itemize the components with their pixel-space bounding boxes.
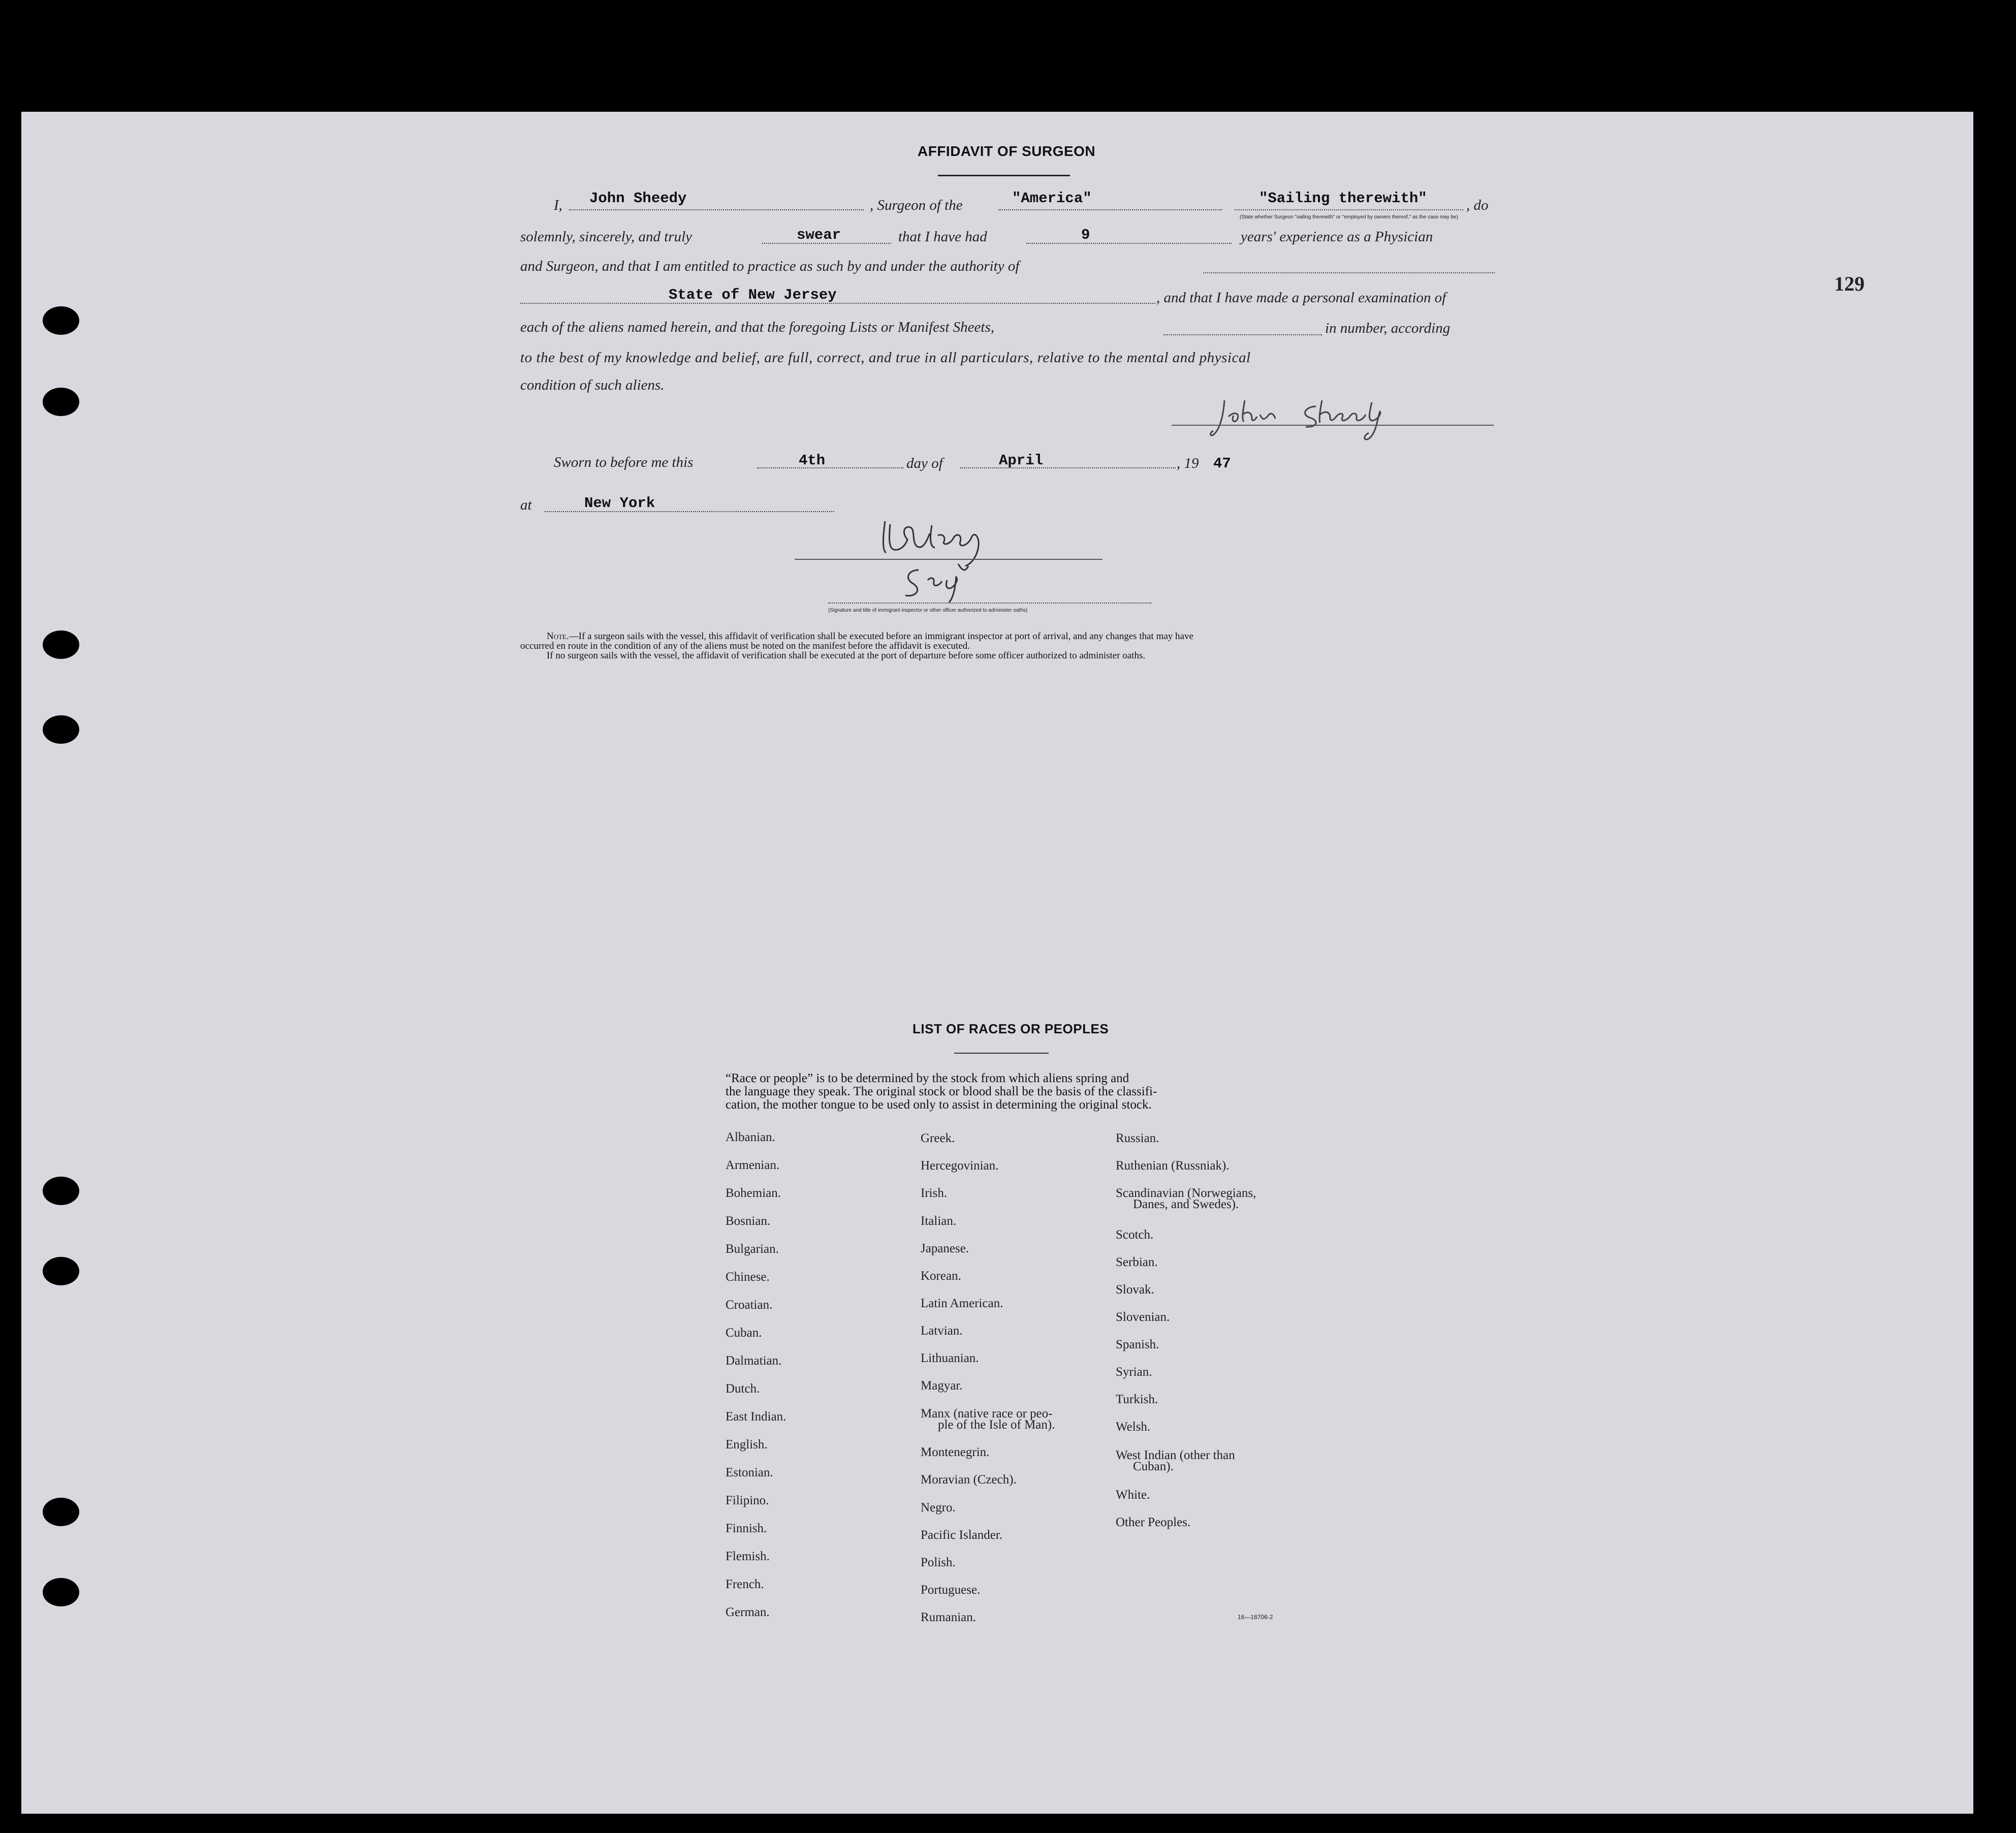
years-line xyxy=(1026,243,1232,244)
punch-hole xyxy=(43,388,79,416)
race-item: German. xyxy=(726,1605,770,1619)
race-item: English. xyxy=(726,1438,768,1451)
race-item: Albanian. xyxy=(726,1130,775,1144)
sheets-count-line xyxy=(1163,334,1322,335)
race-item: Turkish. xyxy=(1116,1393,1158,1406)
surgeon-name: John Sheedy xyxy=(589,190,687,207)
race-item: Montenegrin. xyxy=(921,1445,990,1459)
punch-hole xyxy=(43,630,79,659)
race-item: Bulgarian. xyxy=(726,1242,779,1256)
authority-line xyxy=(520,303,1155,304)
race-item: East Indian. xyxy=(726,1410,786,1424)
races-intro-1: “Race or people” is to be determined by the stock from which aliens spring and xyxy=(726,1071,1129,1085)
note-label: Note. xyxy=(547,631,569,642)
race-item: Filipino. xyxy=(726,1494,769,1507)
punch-hole xyxy=(43,1578,79,1606)
oath-prefix: solemnly, sincerely, and truly xyxy=(520,229,692,245)
race-item: Moravian (Czech). xyxy=(921,1473,1017,1487)
race-item: Polish. xyxy=(921,1556,956,1569)
races-intro-2: the language they speak. The original stock or blood shall be the basis of the classifi- xyxy=(726,1085,1157,1098)
race-item: Portuguese. xyxy=(921,1583,981,1597)
oath-line xyxy=(762,243,891,244)
page-number: 129 xyxy=(1834,272,1865,295)
race-item: Welsh. xyxy=(1116,1420,1151,1434)
race-item: Slovak. xyxy=(1116,1283,1154,1297)
race-item: Pacific Islander. xyxy=(921,1528,1003,1542)
sworn-day: 4th xyxy=(799,452,826,469)
race-item: Other Peoples. xyxy=(1116,1515,1191,1529)
race-item: Japanese. xyxy=(921,1242,969,1255)
examination-text: , and that I have made a personal examination of xyxy=(1156,290,1446,306)
race-item: Dutch. xyxy=(726,1382,760,1396)
officer-signature-line-top xyxy=(795,559,1102,560)
race-item: Bohemian. xyxy=(726,1186,781,1200)
do-label: , do xyxy=(1466,197,1489,213)
title-underline xyxy=(938,175,1070,176)
race-item: Estonian. xyxy=(726,1466,773,1479)
affidavit-title: AFFIDAVIT OF SURGEON xyxy=(918,143,1096,159)
race-item: Greek. xyxy=(921,1131,955,1145)
races-title-underline xyxy=(954,1053,1049,1054)
punch-hole xyxy=(43,306,79,335)
race-item: Rumanian. xyxy=(921,1610,976,1624)
note-line-3: If no surgeon sails with the vessel, the affidavit of verification shall be executed at the port of departure before some officer authorized to administer oaths. xyxy=(547,650,1146,661)
race-item: Flemish. xyxy=(726,1550,770,1563)
race-item: Chinese. xyxy=(726,1270,770,1284)
race-item: Dalmatian. xyxy=(726,1354,782,1368)
race-item: Scotch. xyxy=(1116,1228,1154,1242)
note-line-1 xyxy=(547,631,1193,642)
races-title: LIST OF RACES OR PEOPLES xyxy=(912,1021,1109,1036)
race-item: Cuban). xyxy=(1133,1460,1174,1473)
race-item: Armenian. xyxy=(726,1158,780,1172)
sailing-hint: (State whether Surgeon "sailing therewith" or "employed by owners thereof," as the case may be) xyxy=(1240,214,1458,220)
month-line xyxy=(960,467,1176,468)
sworn-text: Sworn to before me this xyxy=(554,454,694,470)
note-line-2: occurred en route in the condition of any of the aliens must be noted on the manifest before the affidavit is executed. xyxy=(520,641,970,651)
race-item: ple of the Isle of Man). xyxy=(938,1418,1055,1432)
vessel-name-line xyxy=(998,209,1222,210)
years-prefix: that I have had xyxy=(898,229,987,245)
race-item: Latvian. xyxy=(921,1324,963,1338)
race-item: Korean. xyxy=(921,1269,961,1283)
oath-type: swear xyxy=(797,227,841,243)
race-item: Magyar. xyxy=(921,1379,963,1393)
sworn-month: April xyxy=(999,452,1044,469)
race-item: Manx (native race or peo- xyxy=(921,1407,1053,1420)
race-item: French. xyxy=(726,1577,764,1591)
race-item: Cuban. xyxy=(726,1326,762,1340)
day-of-label: day of xyxy=(906,455,943,471)
authority-text: and Surgeon, and that I am entitled to practice as such by and under the authority of xyxy=(520,258,1020,274)
race-item: Syrian. xyxy=(1116,1365,1152,1379)
sailing-status: "Sailing therewith" xyxy=(1259,190,1427,207)
document-page xyxy=(21,112,1973,1814)
manifest-text: each of the aliens named herein, and that the foregoing Lists or Manifest Sheets, xyxy=(520,319,994,335)
race-item: Croatian. xyxy=(726,1298,773,1312)
years-experience: 9 xyxy=(1081,227,1090,243)
knowledge-text: to the best of my knowledge and belief, are full, correct, and true in all particulars, relative to the mental and physical xyxy=(520,350,1251,366)
place-line xyxy=(545,511,834,512)
races-intro-3: cation, the mother tongue to be used only to assist in determining the original stock. xyxy=(726,1098,1152,1112)
authority-line-top xyxy=(1203,272,1495,273)
race-item: Bosnian. xyxy=(726,1214,771,1228)
form-number: 16—18706-2 xyxy=(1238,1614,1273,1621)
race-item: Spanish. xyxy=(1116,1338,1159,1351)
race-item: Danes, and Swedes). xyxy=(1133,1197,1239,1211)
in-number-text: in number, according xyxy=(1325,320,1451,336)
race-item: West Indian (other than xyxy=(1116,1448,1235,1462)
race-item: White. xyxy=(1116,1488,1150,1502)
punch-hole xyxy=(43,1177,79,1205)
punch-hole xyxy=(43,715,79,744)
race-item: Serbian. xyxy=(1116,1255,1158,1269)
years-suffix: years' experience as a Physician xyxy=(1241,229,1433,245)
vessel-name: "America" xyxy=(1012,190,1092,207)
surgeon-signature xyxy=(1209,391,1423,452)
race-item: Hercegovinian. xyxy=(921,1159,999,1173)
race-item: Ruthenian (Russniak). xyxy=(1116,1159,1230,1173)
officer-signature xyxy=(879,515,1031,607)
race-item: Finnish. xyxy=(726,1522,767,1535)
affiant-prefix: I, xyxy=(554,197,562,213)
sworn-place: New York xyxy=(584,495,655,512)
surgeon-name-line xyxy=(569,209,864,210)
race-item: Scandinavian (Norwegians, xyxy=(1116,1186,1256,1200)
race-item: Russian. xyxy=(1116,1131,1159,1145)
officer-caption: (Signature and title of immigrant inspector or other officer authorized to administer oaths) xyxy=(828,608,1028,613)
race-item: Latin American. xyxy=(921,1297,1003,1310)
race-item: Slovenian. xyxy=(1116,1310,1170,1324)
sworn-year: 47 xyxy=(1213,455,1231,472)
surgeon-signature-line xyxy=(1172,425,1494,426)
race-item: Italian. xyxy=(921,1214,957,1228)
condition-text: condition of such aliens. xyxy=(520,377,665,393)
punch-hole xyxy=(43,1498,79,1526)
year-prefix: , 19 xyxy=(1177,455,1199,471)
race-item: Irish. xyxy=(921,1186,948,1200)
sailing-status-line xyxy=(1235,209,1463,210)
note-text-1: —If a surgeon sails with the vessel, this affidavit of verification shall be executed before an immigrant inspector at port of arrival, and any changes that may have xyxy=(569,631,1193,642)
officer-signature-line xyxy=(828,603,1151,604)
race-item: Negro. xyxy=(921,1501,956,1514)
authority-value: State of New Jersey xyxy=(669,287,837,303)
race-item: Lithuanian. xyxy=(921,1351,979,1365)
at-label: at xyxy=(520,497,532,513)
punch-hole xyxy=(43,1257,79,1285)
day-line xyxy=(757,467,903,468)
surgeon-of-label: , Surgeon of the xyxy=(870,197,963,213)
